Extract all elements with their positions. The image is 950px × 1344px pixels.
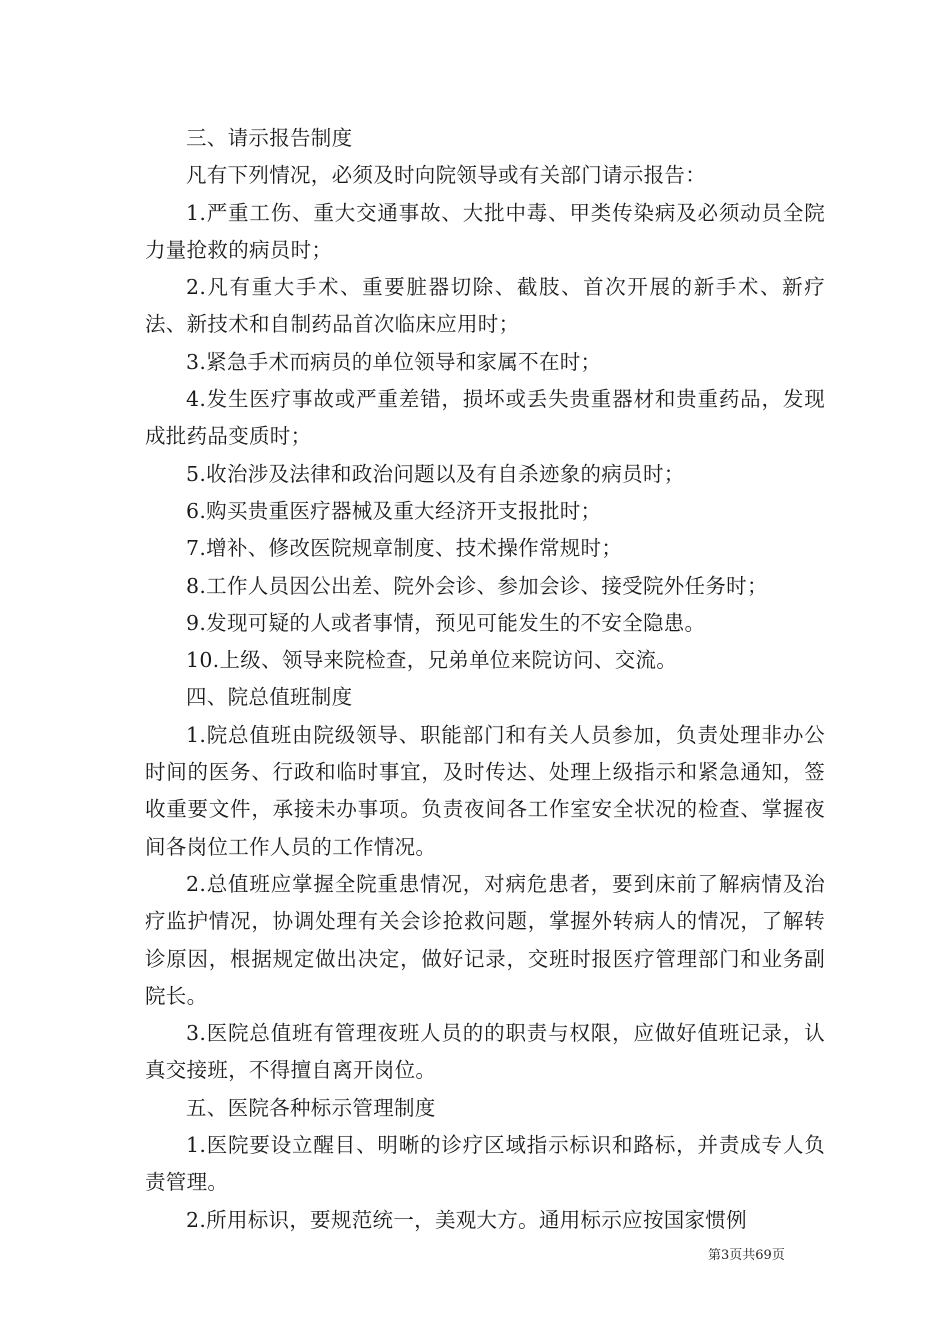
list-item: 4.发生医疗事故或严重差错，损坏或丢失贵重器材和贵重药品，发现成批药品变质时； xyxy=(145,387,825,449)
list-item: 9.发现可疑的人或者事情，预见可能发生的不安全隐患。 xyxy=(186,610,706,635)
list-item: 1.严重工伤、重大交通事故、大批中毒、甲类传染病及必须动员全院力量抢救的病员时； xyxy=(145,200,825,262)
list-item: 6.购买贵重医疗器械及重大经济开支报批时； xyxy=(186,498,602,523)
list-item: 2.总值班应掌握全院重患情况，对病危患者，要到床前了解病情及治疗监护情况，协调处理有关会诊抢救问题，掌握外转病人的情况，了解转诊原因，根据规定做出决定，做好记录，交班时报医疗管理部门和业务副院长。 xyxy=(145,871,825,1008)
paragraph: 凡有下列情况，必须及时向院领导或有关部门请示报告： xyxy=(186,163,706,188)
list-item: 10.上级、领导来院检查，兄弟单位来院访问、交流。 xyxy=(186,648,678,673)
list-item: 8.工作人员因公出差、院外会诊、参加会诊、接受院外任务时； xyxy=(186,573,768,598)
list-item: 3.紧急手术而病员的单位领导和家属不在时； xyxy=(186,349,602,374)
document-body xyxy=(145,120,825,1239)
list-item: 7.增补、修改医院规章制度、技术操作常规时； xyxy=(186,536,623,561)
section-heading-4: 四、院总值班制度 xyxy=(186,685,353,710)
list-item: 5.收治涉及法律和政治问题以及有自杀迹象的病员时； xyxy=(186,461,685,486)
list-item: 1.院总值班由院级领导、职能部门和有关人员参加，负责处理非办公时间的医务、行政和临时事宜，及时传达、处理上级指示和紧急通知，签收重要文件，承接未办事项。负责夜间各工作室安全状况的检查、掌握夜间各岗位工作人员的工作情况。 xyxy=(145,722,825,859)
list-item: 3.医院总值班有管理夜班人员的的职责与权限，应做好值班记录，认真交接班，不得擅自离开岗位。 xyxy=(145,1021,825,1083)
page-number: 第3页共69页 xyxy=(708,1248,785,1263)
list-item: 2.凡有重大手术、重要脏器切除、截肢、首次开展的新手术、新疗法、新技术和自制药品首次临床应用时； xyxy=(145,275,825,337)
section-heading-5: 五、医院各种标示管理制度 xyxy=(186,1095,436,1120)
list-item: 2.所用标识，要规范统一，美观大方。通用标示应按国家惯例 xyxy=(186,1207,747,1232)
list-item: 1.医院要设立醒目、明晰的诊疗区域指示标识和路标，并责成专人负责管理。 xyxy=(145,1133,825,1195)
section-heading-3: 三、请示报告制度 xyxy=(186,126,353,150)
